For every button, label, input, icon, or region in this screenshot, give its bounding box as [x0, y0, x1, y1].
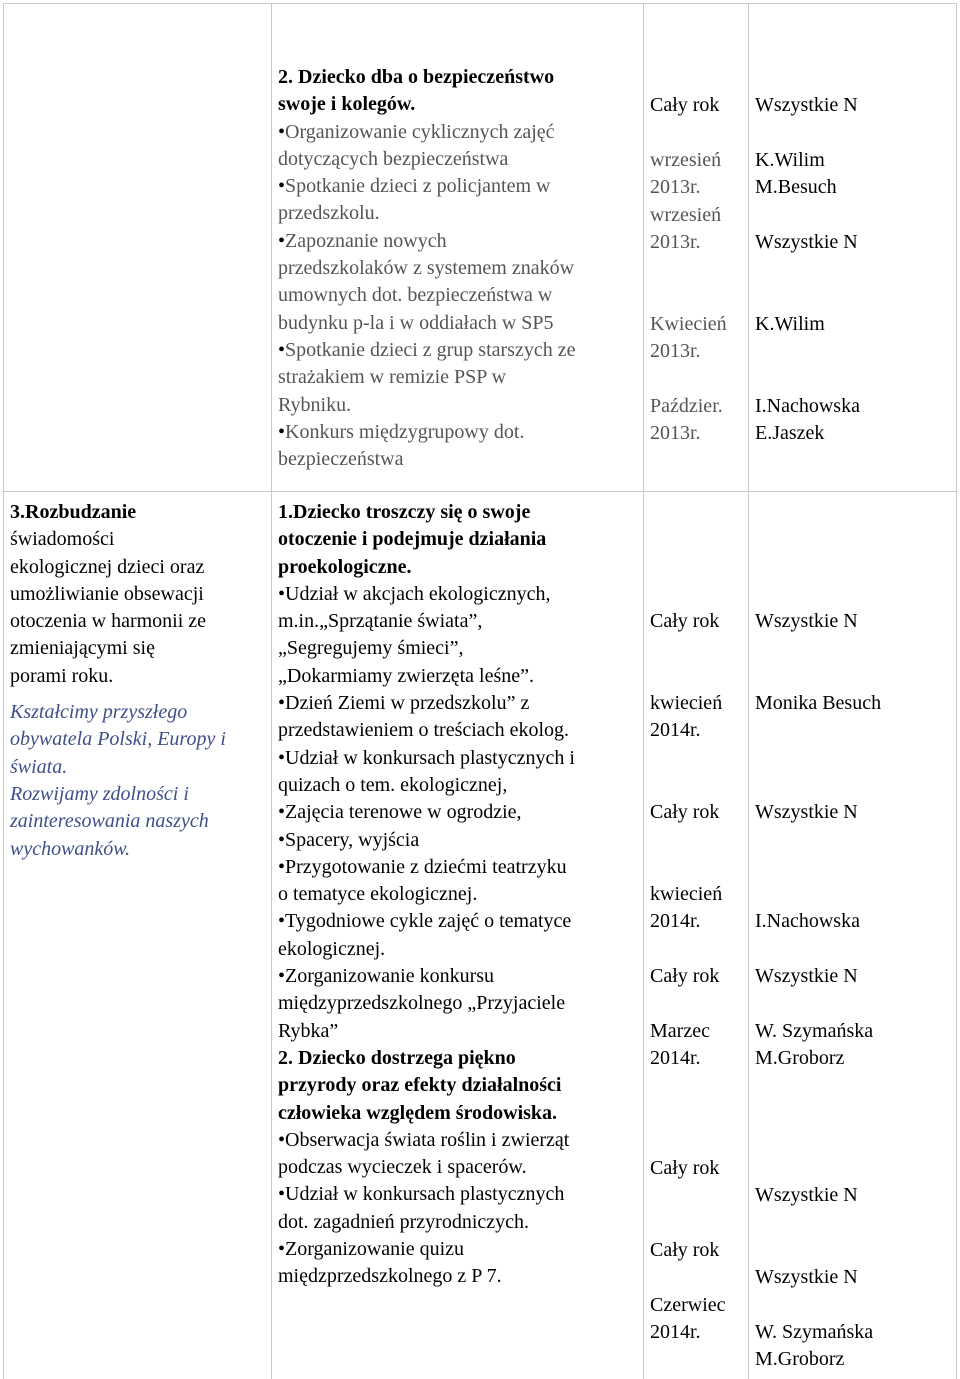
responsible: M.Groborz — [755, 1047, 845, 1069]
responsible: I.Nachowska — [755, 910, 860, 932]
responsible: Wszystkie N — [755, 801, 858, 823]
table-divider-1 — [271, 3, 272, 1379]
bullet-icon — [278, 230, 285, 252]
activity-item: podczas wycieczek i spacerów. — [278, 1156, 527, 1179]
date: 2014r. — [650, 1321, 701, 1343]
activity-item: dotyczących bezpieczeństwa — [278, 147, 509, 170]
activity-item: Rybniku. — [278, 393, 352, 416]
date: Czerwiec — [650, 1294, 726, 1316]
date: kwiecień — [650, 883, 723, 905]
activity-item: Zajęcia terenowe w ogrodzie, — [285, 801, 522, 824]
activity-item: przedstawieniem o treściach ekolog. — [278, 719, 569, 742]
section-heading: 1.Dziecko troszczy się o swoje — [278, 501, 531, 523]
activity-item: Obserwacja świata roślin i zwierząt — [285, 1128, 570, 1151]
responsible: Wszystkie N — [755, 231, 858, 253]
goal-line: zmieniającymi się — [10, 637, 155, 660]
table-divider-2 — [643, 3, 644, 1379]
section-heading: 2. Dziecko dba o bezpieczeństwo — [278, 66, 555, 88]
date: Cały rok — [650, 1157, 720, 1179]
goal-line: umożliwianie obsewacji — [10, 582, 204, 605]
activity-item: Tygodniowe cykle zajęć o tematyce — [285, 910, 572, 933]
responsible: Wszystkie N — [755, 1266, 858, 1288]
activity-item: Rybka” — [278, 1019, 339, 1042]
bullet-icon — [278, 1238, 285, 1260]
bullet-icon — [278, 856, 285, 878]
bullet-icon — [278, 421, 285, 443]
bullet-icon — [278, 692, 285, 714]
note-line: Rozwijamy zdolności i — [10, 782, 189, 805]
activity-item: umownych dot. bezpieczeństwa w — [278, 284, 553, 307]
date: Cały rok — [650, 801, 720, 823]
activity-item: „Dokarmiamy zwierzęta leśne”. — [278, 664, 534, 687]
date: Cały rok — [650, 610, 720, 632]
section-heading: 2. Dziecko dostrzega piękno — [278, 1046, 516, 1069]
date: Paździer. — [650, 395, 723, 417]
goal-line: otoczenia w harmonii ze — [10, 610, 207, 633]
note-line: świata. — [10, 755, 68, 778]
bullet-icon — [278, 583, 285, 605]
activity-item: przedszkolaków z systemem znaków — [278, 257, 575, 280]
activity-item: ekologicznej. — [278, 937, 386, 960]
activity-item: budynku p-la i w oddiałach w SP5 — [278, 311, 554, 334]
activity-item: bezpieczeństwa — [278, 448, 404, 471]
responsible: Wszystkie N — [755, 1184, 858, 1206]
activity-item: Dzień Ziemi w przedszkolu” z — [285, 692, 530, 715]
section-heading: otoczenie i podejmuje działania — [278, 528, 547, 551]
activity-item: Udział w konkursach plastycznych i — [285, 746, 575, 769]
date: wrzesień — [650, 149, 722, 171]
table-border-top — [3, 3, 956, 4]
goal-line: 3.Rozbudzanie — [10, 501, 137, 523]
activity-item: quizach o tem. ekologicznej, — [278, 773, 508, 796]
responsible: W. Szymańska — [755, 1321, 874, 1343]
goal-cell — [10, 499, 226, 863]
date: 2013r. — [650, 422, 701, 444]
note-line: zainteresowania naszych — [10, 810, 209, 833]
activity-item: Organizowanie cyklicznych zajęć — [285, 120, 555, 143]
activity-item: Udział w konkursach plastycznych — [285, 1183, 565, 1206]
date: 2014r. — [650, 1047, 701, 1069]
date: kwiecień — [650, 692, 723, 714]
table-divider-3 — [748, 3, 749, 1379]
bullet-icon — [278, 1183, 285, 1205]
responsible: Wszystkie N — [755, 965, 858, 987]
activity-item: „Segregujemy śmieci”, — [278, 637, 464, 660]
date: 2013r. — [650, 176, 701, 198]
date: Cały rok — [650, 1239, 720, 1261]
activity-item: przedszkolu. — [278, 202, 380, 225]
section-heading: swoje i kolegów. — [278, 93, 416, 116]
bullet-icon — [278, 965, 285, 987]
responsible: K.Wilim — [755, 313, 825, 335]
activity-item: Spotkanie dzieci z grup starszych ze — [285, 338, 576, 361]
bullet-icon — [278, 339, 285, 361]
bullet-icon — [278, 175, 285, 197]
activity-item: o tematyce ekologicznej. — [278, 883, 478, 906]
activity-item: Spotkanie dzieci z policjantem w — [285, 175, 551, 198]
goal-line: porami roku. — [10, 664, 114, 687]
activity-item: Konkurs międzygrupowy dot. — [285, 420, 525, 443]
responsible: M.Groborz — [755, 1348, 845, 1370]
date: Cały rok — [650, 965, 720, 987]
bullet-icon — [278, 747, 285, 769]
date: 2014r. — [650, 719, 701, 741]
date: Kwiecień — [650, 313, 727, 335]
table-row-divider — [3, 491, 956, 492]
activities-cell-top — [278, 64, 575, 473]
section-heading: proekologiczne. — [278, 555, 412, 578]
responsible: M.Besuch — [755, 176, 837, 198]
goal-line: świadomości — [10, 528, 115, 551]
section-heading: przyrody oraz efekty działalności — [278, 1074, 562, 1097]
activity-item: Spacery, wyjścia — [285, 828, 420, 851]
date: wrzesień — [650, 204, 722, 226]
activity-item: strażakiem w remizie PSP w — [278, 366, 507, 389]
responsible: W. Szymańska — [755, 1020, 874, 1042]
date: Marzec — [650, 1020, 710, 1042]
activity-item: międzyprzedszkolnego „Przyjaciele — [278, 992, 566, 1015]
note-line: wychowanków. — [10, 837, 131, 860]
date: 2013r. — [650, 231, 701, 253]
activity-item: Przygotowanie z dziećmi teatrzyku — [285, 855, 567, 878]
activity-item: Zapoznanie nowych — [285, 229, 447, 252]
responsible: Wszystkie N — [755, 94, 858, 116]
responsible: E.Jaszek — [755, 422, 825, 444]
date: 2013r. — [650, 340, 701, 362]
goal-line: ekologicznej dzieci oraz — [10, 555, 205, 578]
note-line: obywatela Polski, Europy i — [10, 728, 226, 751]
activity-item: Zorganizowanie quizu — [285, 1238, 465, 1261]
activity-item: Udział w akcjach ekologicznych, — [285, 582, 551, 605]
table-border-left — [3, 3, 4, 1379]
responsible: Wszystkie N — [755, 610, 858, 632]
section-heading: człowieka względem środowiska. — [278, 1101, 558, 1124]
bullet-icon — [278, 829, 285, 851]
activity-item: Zorganizowanie konkursu — [285, 965, 495, 988]
bullet-icon — [278, 801, 285, 823]
date: Cały rok — [650, 94, 720, 116]
activity-item: międzprzedszkolnego z P 7. — [278, 1265, 502, 1288]
activity-item: m.in.„Sprzątanie świata”, — [278, 610, 483, 633]
date: 2014r. — [650, 910, 701, 932]
responsible: K.Wilim — [755, 149, 825, 171]
note-line: Kształcimy przyszłego — [10, 701, 188, 724]
activities-cell-bottom — [278, 499, 575, 1291]
responsible: I.Nachowska — [755, 395, 860, 417]
table-border-right — [956, 3, 957, 1379]
bullet-icon — [278, 910, 285, 932]
bullet-icon — [278, 121, 285, 143]
bullet-icon — [278, 1129, 285, 1151]
responsible: Monika Besuch — [755, 692, 882, 714]
activity-item: dot. zagadnień przyrodniczych. — [278, 1210, 530, 1233]
